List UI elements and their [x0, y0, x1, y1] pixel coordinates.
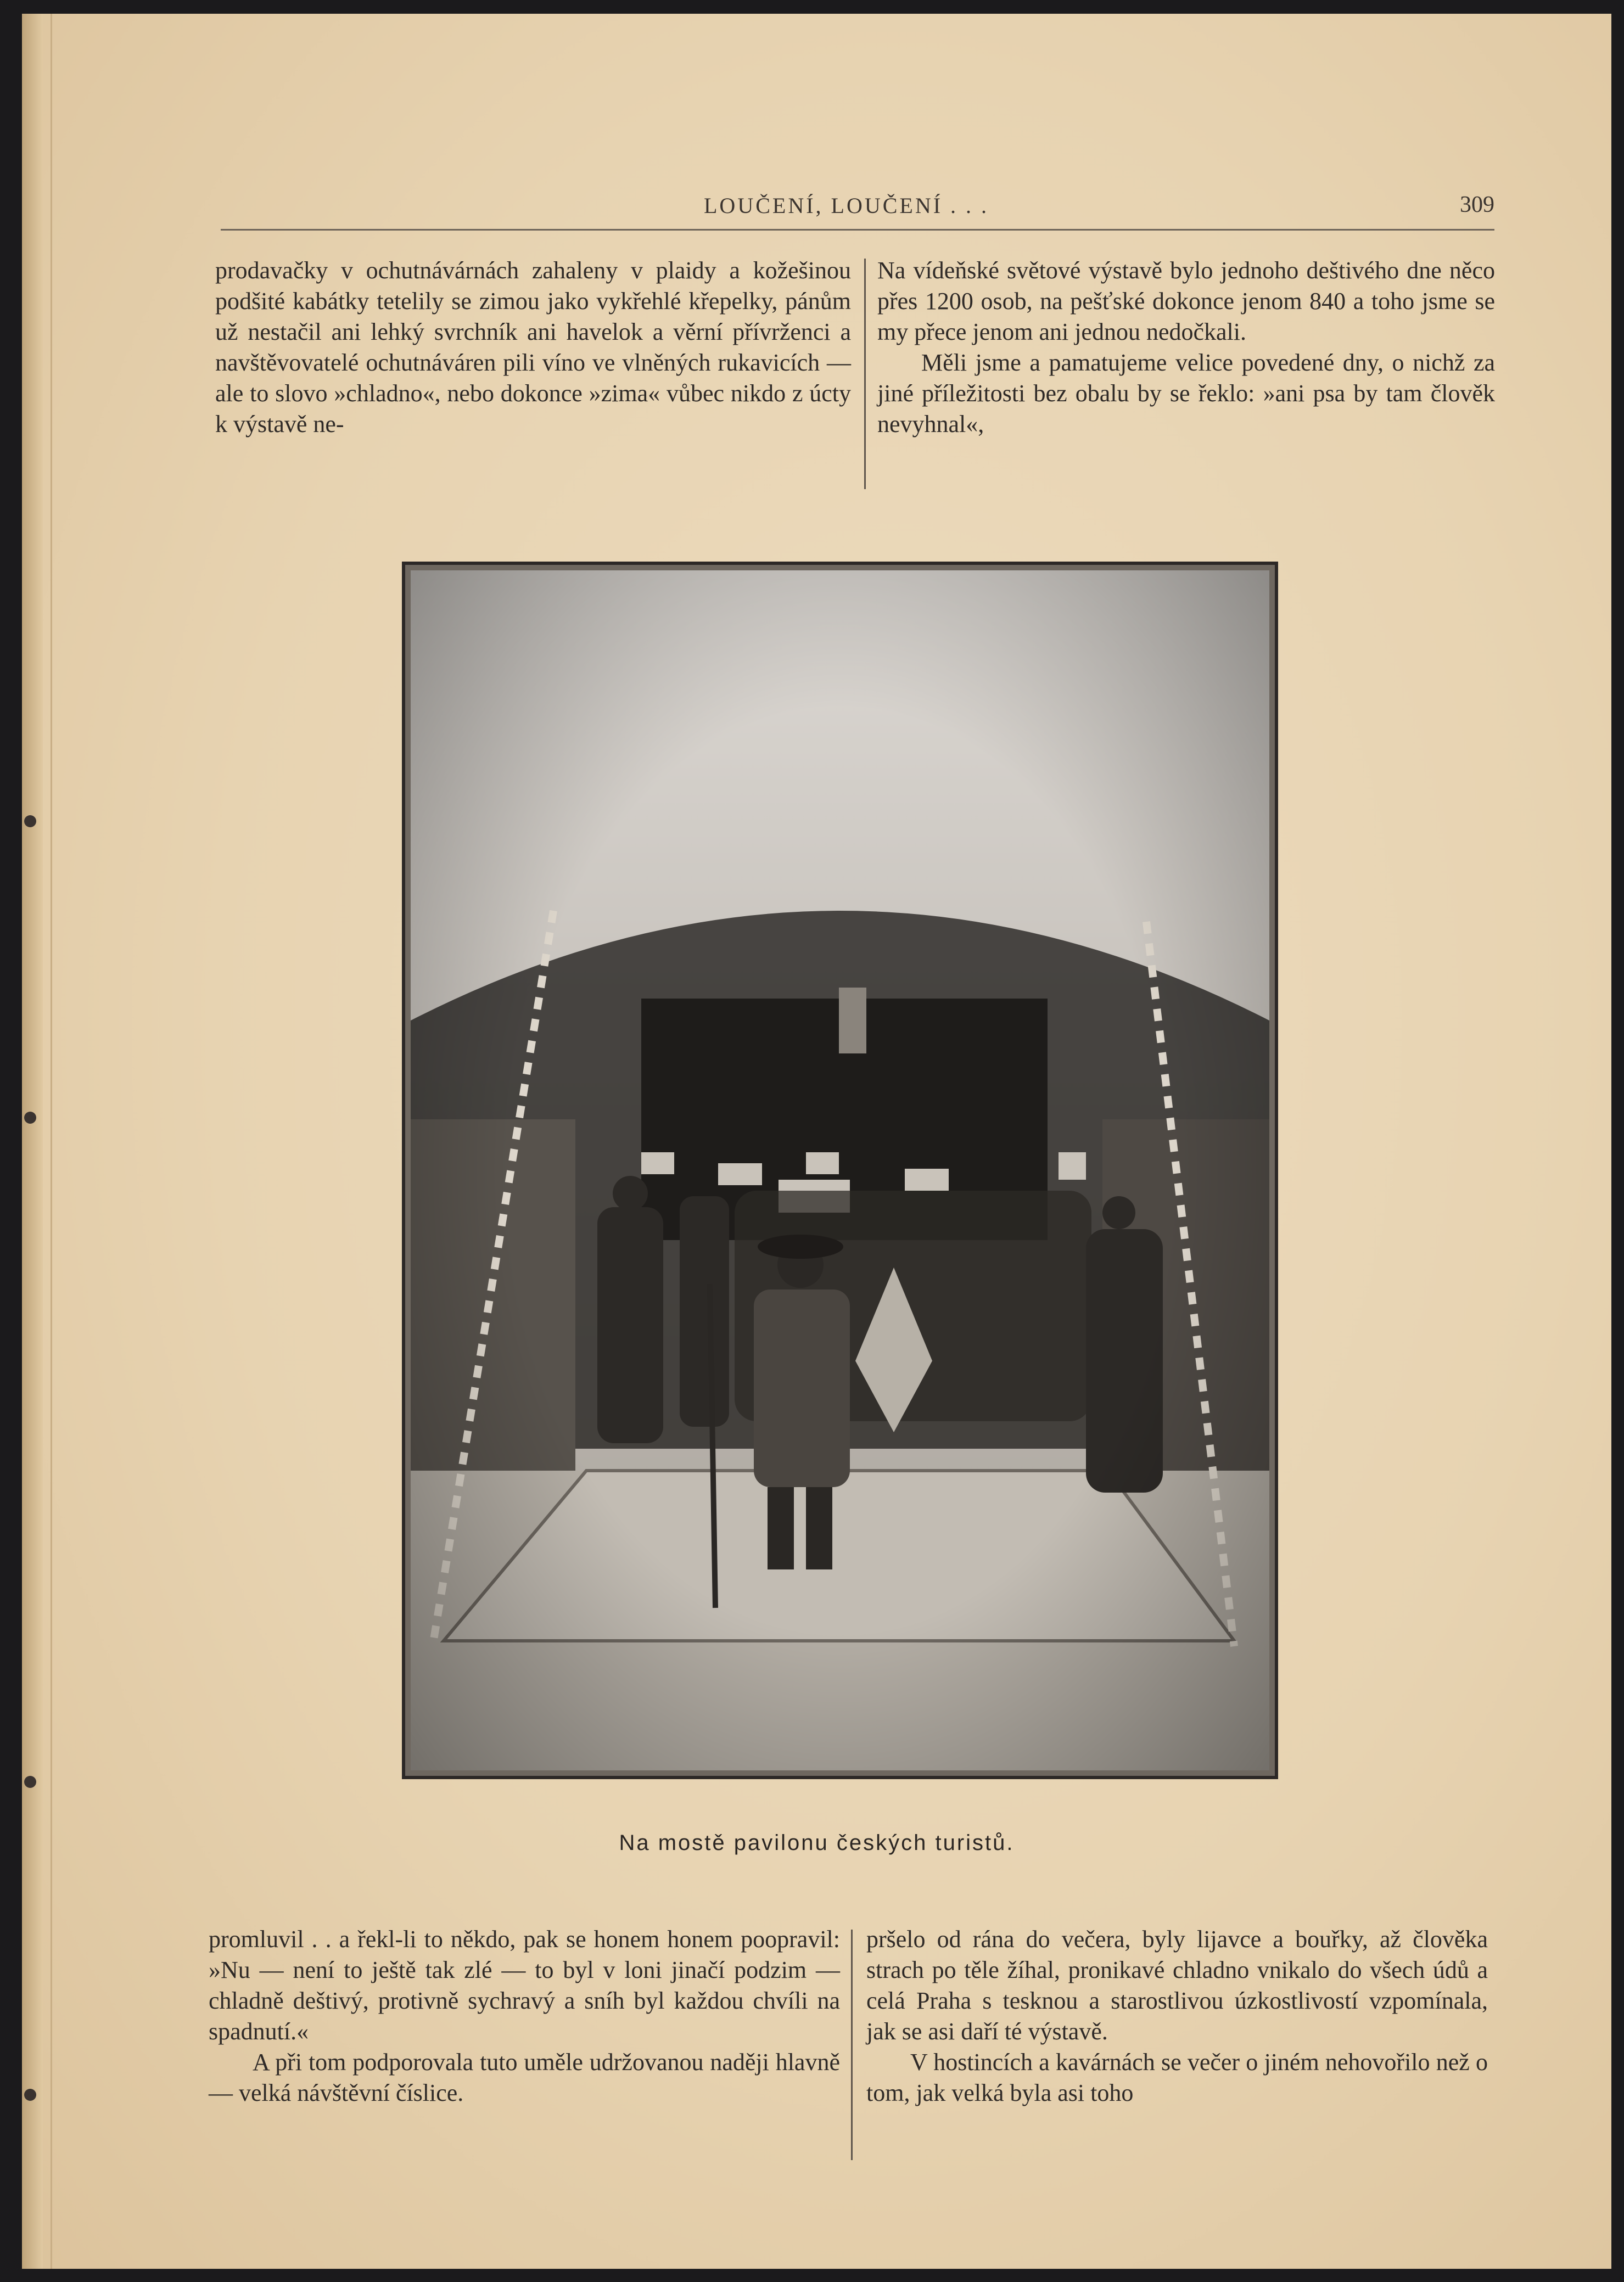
paragraph: pršelo od rána do večera, byly lijavce a bouřky, až člověka strach po těle žíhal, pronikavé chladno vnikalo do všech údů a celá Praha s tesknou a starostlivou úzkostlivostí vzpomínala, jak se asi daří té výstavě.: [866, 1926, 1488, 2045]
paragraph: prodavačky v ochutnávárnách zahaleny v plaidy a kožešinou podšité kabátky tetelily se zimou jako vykřehlé křepelky, pánům už nestačil ani lehký svrchník ani havelok a věrní přívrženci a navštěvovatelé ochutnáváren pili víno ve vlněných rukavicích — ale to slovo »chladno«, nebo dokonce »zima« vůbec nikdo z úcty k výstavě ne-: [215, 257, 851, 438]
bottom-left-column: [209, 1924, 840, 2109]
photograph-frame: [402, 562, 1278, 1779]
photo-illustration: [411, 570, 1269, 1770]
top-right-column: [877, 255, 1495, 440]
book-spine: [22, 14, 43, 2269]
spine-edge-line: [51, 14, 52, 2269]
binding-mark: [24, 2089, 36, 2101]
paragraph: promluvil . . a řekl-li to někdo, pak se honem honem poopravil: »Nu — není to ještě tak zlé — to byl v loni jinačí podzim — chladně deštivý, protivně sychravý a sníh byl každou chvíli na spadnutí.«: [209, 1926, 840, 2045]
book-page: [22, 14, 1611, 2269]
binding-mark: [24, 815, 36, 827]
page-number: 309: [1460, 192, 1494, 217]
column-divider: [851, 1930, 853, 2160]
top-left-column: [215, 255, 851, 440]
paragraph: A při tom podporovala tuto uměle udržovanou naději hlavně — velká návštěvní číslice.: [209, 2049, 840, 2106]
running-title: LOUČENÍ, LOUČENÍ . . .: [704, 193, 989, 218]
binding-mark: [24, 1112, 36, 1124]
photograph: [411, 570, 1269, 1770]
bottom-right-column: [866, 1924, 1488, 2109]
figure-caption: Na mostě pavilonu českých turistů.: [619, 1831, 1015, 1855]
paragraph: V hostincích a kavárnách se večer o jiném nehovořilo než o tom, jak velká byla asi toho: [866, 2049, 1488, 2106]
running-header: [221, 185, 1494, 231]
column-divider: [864, 259, 866, 489]
binding-mark: [24, 1776, 36, 1788]
vignette: [411, 570, 1269, 1770]
paragraph: Měli jsme a pamatujeme velice povedené dny, o nichž za jiné příležitosti bez obalu by se řeklo: »ani psa by tam člověk nevyhnal«,: [877, 349, 1495, 438]
paragraph: Na vídeňské světové výstavě bylo jednoho deštivého dne něco přes 1200 osob, na pešťské dokonce jenom 840 a toho jsme se my přece jenom ani jednou nedočkali.: [877, 257, 1495, 345]
